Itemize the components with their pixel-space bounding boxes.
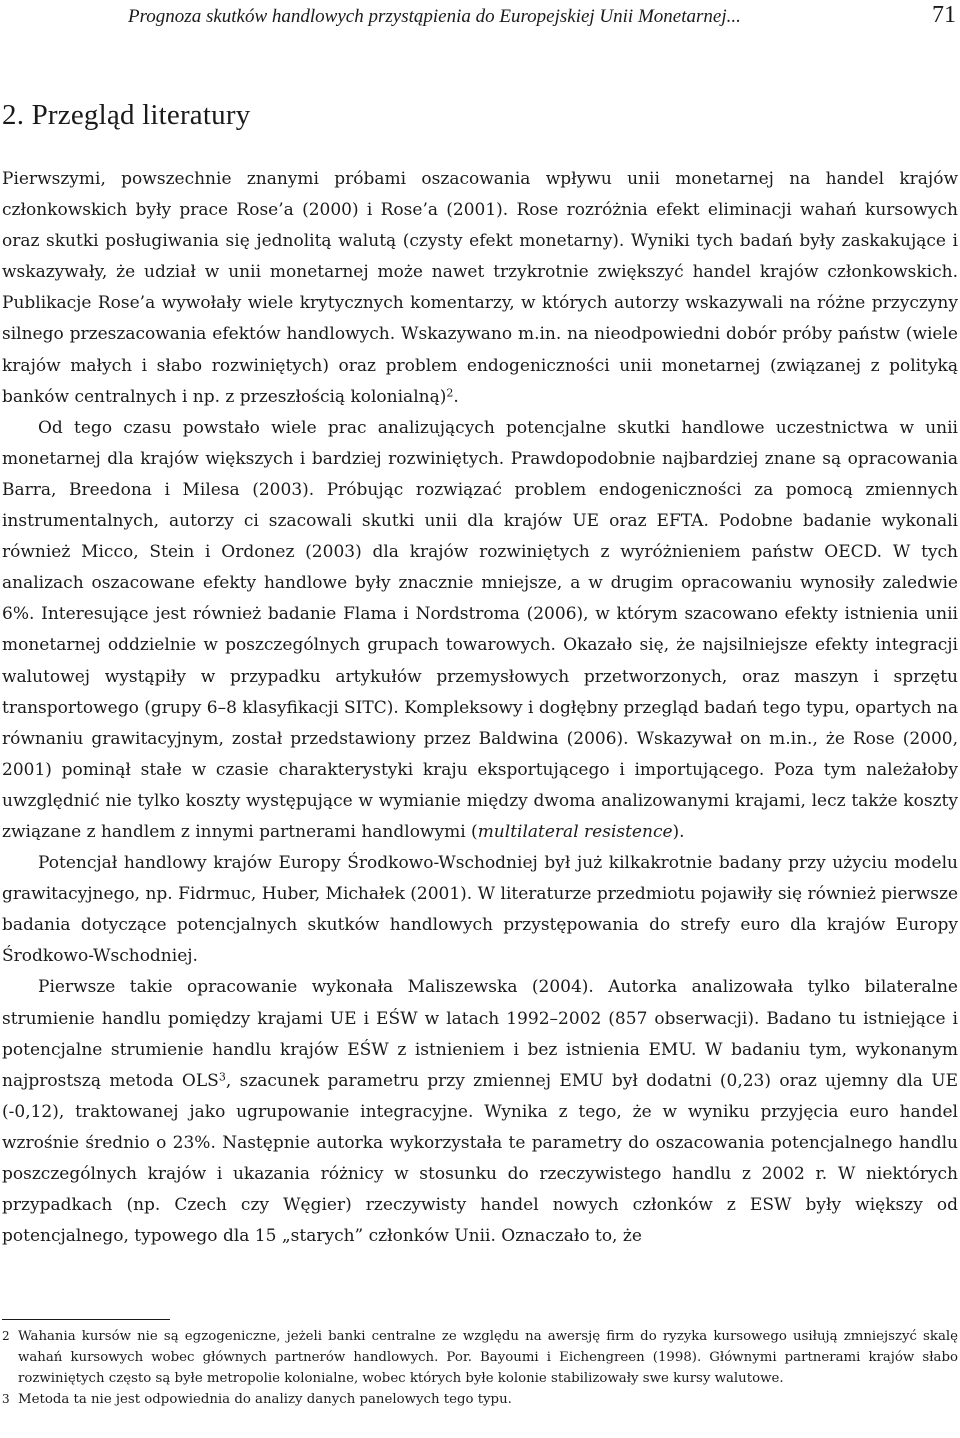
paragraph-4-text-a: Pierwsze takie opracowanie wykonała Maliszewska (2004). Autorka analizowała tylko bilateralne strumienie handlu pomiędzy krajami UE i EŚW w latach 1992–2002 (857 obserwacji). Badano tu istniejące i potencjalne strumienie handlu krajów EŚW z istnieniem i bez istnienia EMU. W badaniu tym, wykonanym najprostszą metoda OLS xyxy=(2,977,958,1091)
running-title: Prognoza skutków handlowych przystąpienia do Europejskiej Unii Monetarnej... xyxy=(128,6,741,27)
paragraph-1-end: . xyxy=(453,386,459,407)
section-heading: 2. Przegląd literatury xyxy=(2,99,251,131)
running-header xyxy=(128,2,960,30)
body-text xyxy=(2,164,958,1252)
footnote-ref-3[interactable]: 3 xyxy=(218,1070,226,1084)
paragraph-2-italic-term: multilateral resistence xyxy=(477,821,673,842)
paragraph-2-text-b: ). xyxy=(672,821,685,842)
paragraph-3 xyxy=(2,848,958,972)
footnote-text: Metoda ta nie jest odpowiednia do analizy danych panelowych tego typu. xyxy=(18,1392,512,1407)
footnote-mark: 2 xyxy=(2,1329,10,1343)
footnotes xyxy=(2,1326,958,1410)
paragraph-2 xyxy=(2,413,958,848)
footnote-mark: 3 xyxy=(2,1392,10,1406)
paragraph-1 xyxy=(2,164,958,413)
footnote-3 xyxy=(2,1389,958,1410)
footnote-ref-2[interactable]: 2 xyxy=(446,386,454,400)
paragraph-4-text-b: , szacunek parametru przy zmiennej EMU był dodatni (0,23) oraz ujemny dla UE (-0,12), traktowanej jako ugrupowanie integracyjne. Wynika z tego, że w wyniku przyjęcia euro handel wzrośnie średnio o 23%. Następnie autorka wykorzystała te parametry do oszacowania potencjalnego handlu poszczególnych krajów i ukazania różnicy w stosunku do rzeczywistego handlu z 2002 r. W niektórych przypadkach (np. Czech czy Węgier) rzeczywisty handel nowych członków z ESW były większy od potencjalnego, typowego dla 15 „starych” członków Unii. Oznaczało to, że xyxy=(2,1070,958,1247)
paragraph-2-text-a: Od tego czasu powstało wiele prac analizujących potencjalne skutki handlowe uczestnictwa w unii monetarnej dla krajów większych i bardziej rozwiniętych. Prawdopodobnie najbardziej znane są opracowania Barra, Breedona i Milesa (2003). Próbując rozwiązać problem endogeniczności za pomocą zmiennych instrumentalnych, autorzy ci szacowali skutki unii dla krajów UE oraz EFTA. Podobne badanie wykonali również Micco, Stein i Ordonez (2003) dla krajów rozwiniętych z wyróżnieniem państw OECD. W tych analizach oszacowane efekty handlowe były znacznie mniejsze, a w drugim opracowaniu wynosiły zaledwie 6%. Interesujące jest również badanie Flama i Nordstroma (2006), w którym szacowano efekty istnienia unii monetarnej oddzielnie w poszczególnych grupach towarowych. Okazało się, że najsilniejsze efekty integracji walutowej wystąpiły w przypadku artykułów przemysłowych przetworzonych, oraz maszyn i sprzętu transportowego (grupy 6–8 klasyfikacji SITC). Kompleksowy i dogłębny przegląd badań tego typu, opartych na równaniu grawitacyjnym, został przedstawiony przez Baldwina (2006). Wskazywał on m.in., że Rose (2000, 2001) pominął stałe w czasie charakterystyki kraju eksportującego i importującego. Poza tym należałoby uwzględnić nie tylko koszty występujące w wymianie między dwoma analizowanymi krajami, lecz także koszty związane z handlem z innymi partnerami handlowymi ( xyxy=(2,417,958,842)
footnote-2 xyxy=(2,1326,958,1389)
paragraph-4 xyxy=(2,972,958,1252)
footnote-divider xyxy=(2,1319,170,1320)
page-number: 71 xyxy=(932,2,956,28)
paragraph-1-text: Pierwszymi, powszechnie znanymi próbami oszacowania wpływu unii monetarnej na handel krajów członkowskich były prace Rose’a (2000) i Rose’a (2001). Rose rozróżnia efekt eliminacji wahań kursowych oraz skutki posługiwania się jednolitą walutą (czysty efekt monetarny). Wyniki tych badań były zaskakujące i wskazywały, że udział w unii monetarnej może nawet trzykrotnie zwiększyć handel krajów członkowskich. Publikacje Rose’a wywołały wiele krytycznych komentarzy, w których autorzy wskazywali na różne przyczyny silnego przeszacowania efektów handlowych. Wskazywano m.in. na nieodpowiedni dobór próby państw (wiele krajów małych i słabo rozwiniętych) oraz problem endogeniczności unii monetarnej (związanej z polityką banków centralnych i np. z przeszłością kolonialną) xyxy=(2,169,958,407)
footnote-text: Wahania kursów nie są egzogeniczne, jeżeli banki centralne ze względu na awersję firm do ryzyka kursowego usiłują zmniejszyć skalę wahań kursowych wobec głównych partnerów handlowych. Por. Bayoumi i Eichengreen (1998). Głównymi partnerami krajów słabo rozwiniętych często są byłe metropolie kolonialne, wobec których byłe kolonie stabilizowały swe kursy walutowe. xyxy=(18,1329,958,1386)
paragraph-3-text: Potencjał handlowy krajów Europy Środkowo-Wschodniej był już kilkakrotnie badany przy użyciu modelu grawitacyjnego, np. Fidrmuc, Huber, Michałek (2001). W literaturze przedmiotu pojawiły się również pierwsze badania dotyczące potencjalnych skutków handlowych przystępowania do strefy euro dla krajów Europy Środkowo-Wschodniej. xyxy=(2,853,958,967)
